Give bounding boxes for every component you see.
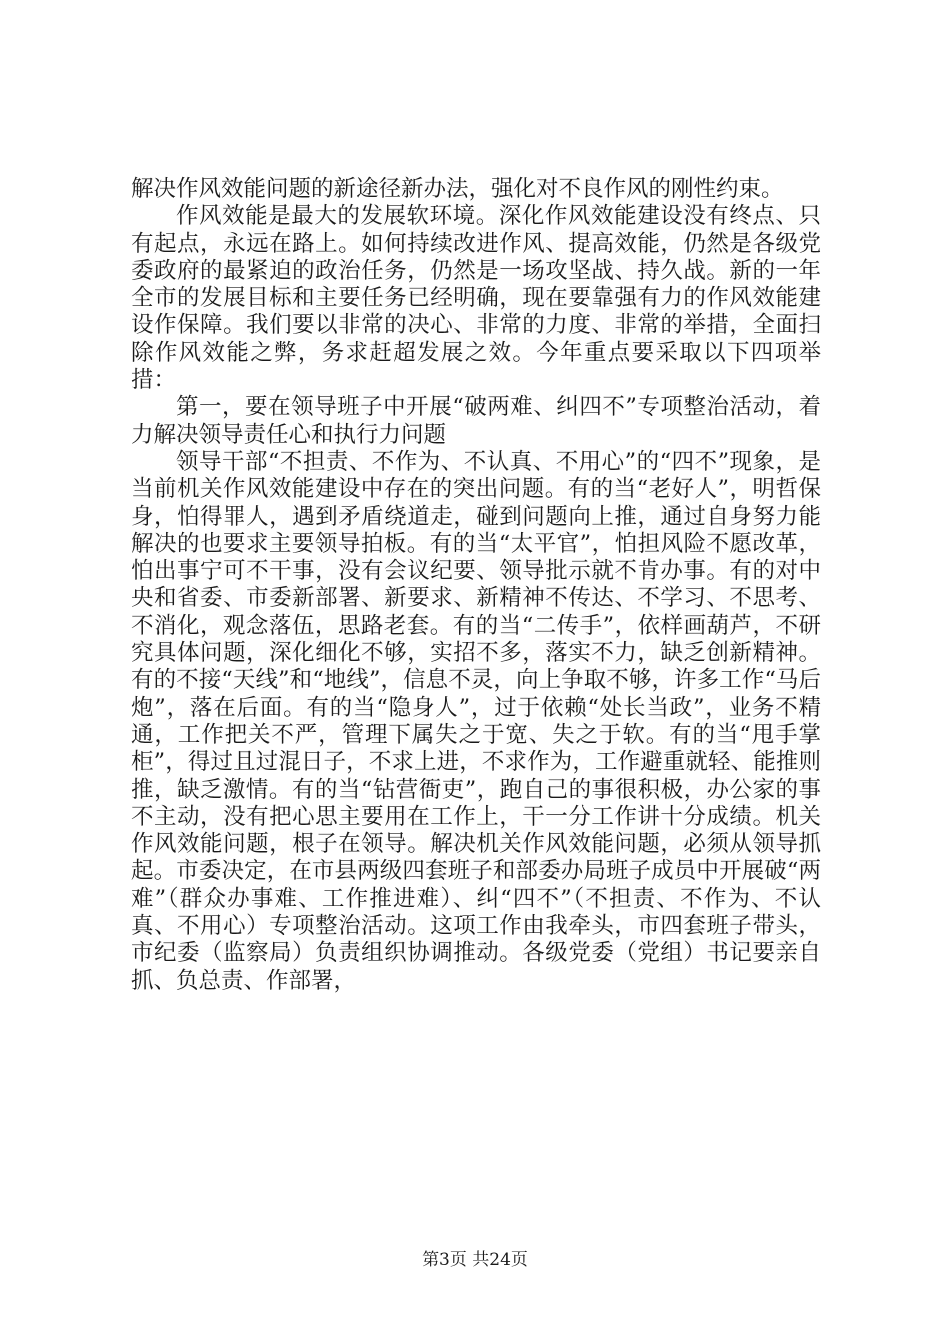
paragraph-main: 领导干部“不担责、不作为、不认真、不用心”的“四不”现象，是当前机关作风效能建设中存在的突出问题。有的当“老好人”，明哲保身，怕得罪人，遇到矛盾绕道走，碰到问题向上推，通过自身努力能解决的也要求主要领导拍板。有的当“太平官”，怕担风险不愿改革，怕出事宁可不干事，没有会议纪要、领导批示就不肯办事。有的对中央和省委、市委新部署、新要求、新精神不传达、不学习、不思考、不消化，观念落伍，思路老套。有的当“二传手”，依样画葫芦，不研究具体问题，深化细化不够，实招不多，落实不力，缺乏创新精神。有的不接“天线”和“地线”，信息不灵，向上争取不够，许多工作“马后炮”，落在后面。有的当“隐身人”，过于依赖“处长当政”，业务不精通，工作把关不严，管理下属失之于宽、失之于软。有的当“甩手掌柜”，得过且过混日子，不求上进，不求作为，工作避重就轻、能推则推，缺乏激情。有的当“钻营衙吏”，跑自己的事很积极，办公家的事不主动，没有把心思主要用在工作上，干一分工作讲十分成绩。机关作风效能问题，根子在领导。解决机关作风效能问题，必须从领导抓起。市委决定，在市县两级四套班子和部委办局班子成员中开展破“两难”（群众办事难、工作推进难）、纠“四不”（不担责、不作为、不认真、不用心）专项整治活动。这项工作由我牵头，市四套班子带头，市纪委（监察局）负责组织协调推动。各级党委（党组）书记要亲自抓、负总责、作部署，: [131, 448, 821, 994]
paragraph-heading-first: 第一，要在领导班子中开展“破两难、纠四不”专项整治活动，着力解决领导责任心和执行力问题: [131, 394, 821, 448]
document-body: [131, 176, 821, 995]
paragraph-intro: 作风效能是最大的发展软环境。深化作风效能建设没有终点、只有起点，永远在路上。如何持续改进作风、提高效能，仍然是各级党委政府的最紧迫的政治任务，仍然是一场攻坚战、持久战。新的一年全市的发展目标和主要任务已经明确，现在要靠强有力的作风效能建设作保障。我们要以非常的决心、非常的力度、非常的举措，全面扫除作风效能之弊，务求赶超发展之效。今年重点要采取以下四项举措：: [131, 203, 821, 394]
page-footer: 第3页 共24页: [422, 1250, 528, 1270]
paragraph-continuation: 解决作风效能问题的新途径新办法，强化对不良作风的刚性约束。: [131, 176, 784, 202]
